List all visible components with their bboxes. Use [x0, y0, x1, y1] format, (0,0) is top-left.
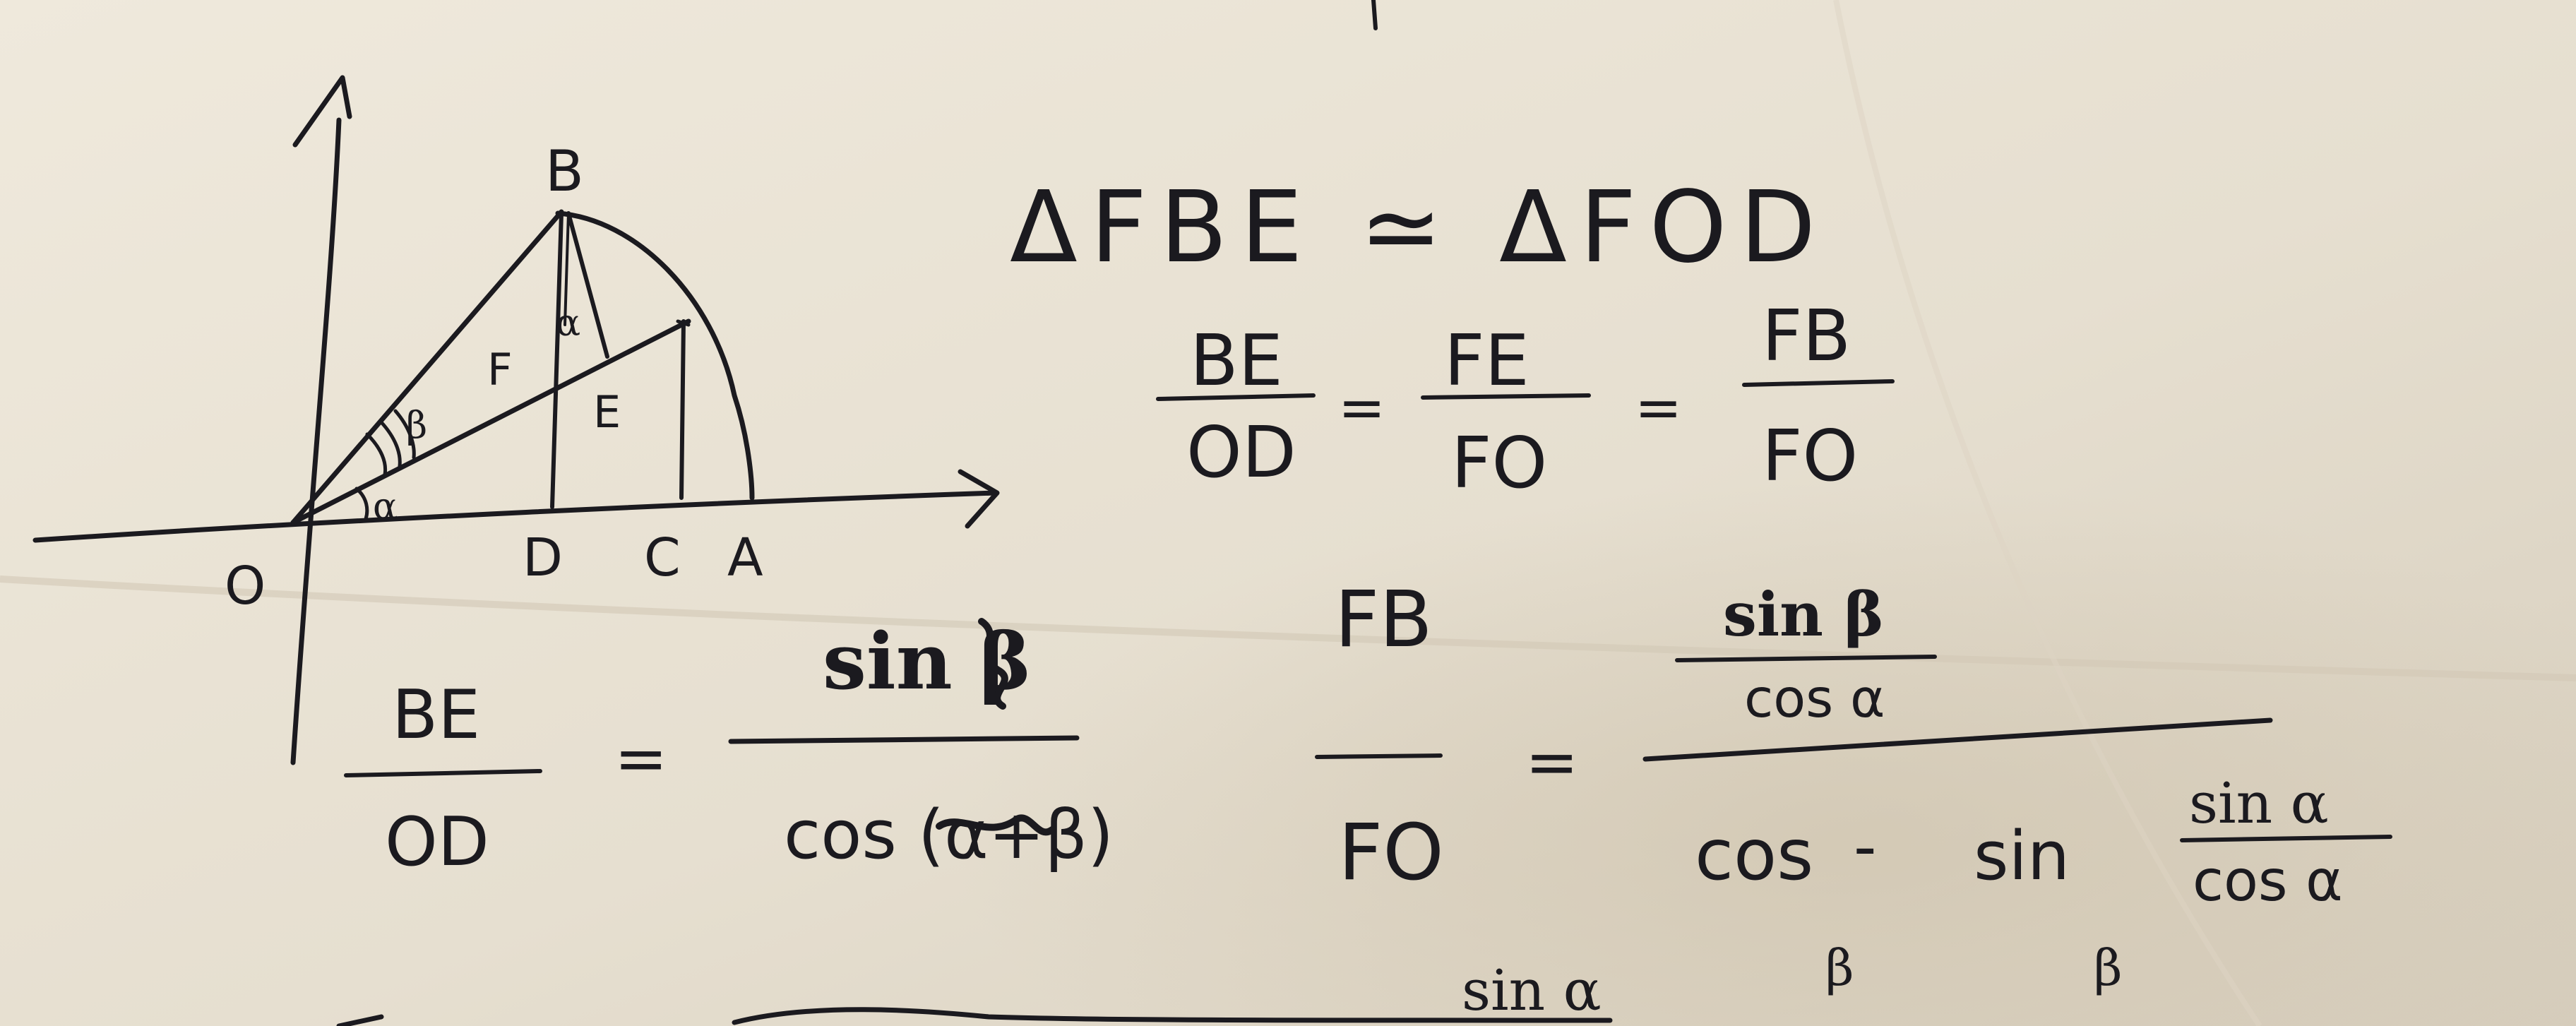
left-rhs-denominator: cos (α+β): [784, 797, 1114, 874]
stray-mark: [1373, 0, 1376, 28]
right-bottom-cos-sub: β: [1825, 939, 1854, 997]
right-bottom-sin-sub: β: [2094, 939, 2123, 997]
label-b: B: [545, 138, 584, 204]
label-c: C: [644, 527, 681, 588]
left-denominator: OD: [385, 804, 489, 881]
right-bottom-frac-numerator: sin α: [2189, 770, 2329, 836]
ratio-3-numerator: FB: [1762, 294, 1852, 377]
left-rhs-numerator: sin β: [823, 616, 1032, 707]
right-lhs-bar: [1317, 756, 1441, 757]
label-beta: β: [406, 405, 428, 447]
left-equals: =: [614, 722, 668, 796]
ratio-eq-2: =: [1635, 375, 1683, 441]
ratio-2-denominator: FO: [1451, 422, 1548, 504]
right-lhs-denominator: FO: [1338, 807, 1444, 897]
label-o: O: [225, 556, 266, 616]
right-bottom-frac-denominator: cos α: [2193, 848, 2343, 914]
label-f-diagram: F: [487, 344, 513, 395]
right-bottom-sin: sin: [1974, 818, 2070, 895]
right-bottom-minus: -: [1854, 810, 1877, 884]
line-c-vertical: [681, 321, 684, 498]
similarity-statement: ΔFBE ≃ ΔFOD: [1010, 170, 1829, 285]
bottom-cutoff-text: sin α: [1462, 958, 1602, 1023]
label-e-diagram: E: [593, 386, 621, 438]
ratio-2-numerator: FE: [1444, 319, 1530, 402]
ratio-1-denominator: OD: [1186, 411, 1296, 494]
right-bottom-cos: cos: [1695, 813, 1814, 896]
ratio-3-denominator: FO: [1762, 414, 1859, 497]
label-alpha-top: α: [556, 302, 581, 345]
right-top-denominator: cos α: [1744, 667, 1885, 729]
ratio-eq-1: =: [1338, 375, 1386, 441]
label-d: D: [523, 527, 563, 588]
ratio-2-bar: [1423, 395, 1589, 398]
ratio-1-numerator: BE: [1190, 319, 1283, 402]
right-top-numerator: sin β: [1723, 580, 1884, 650]
right-lhs-numerator: FB: [1335, 574, 1433, 664]
left-rhs-bar: [731, 738, 1077, 741]
label-alpha: α: [373, 486, 398, 528]
right-equals: =: [1525, 725, 1579, 799]
left-numerator: BE: [392, 676, 481, 754]
label-a: A: [727, 527, 763, 588]
